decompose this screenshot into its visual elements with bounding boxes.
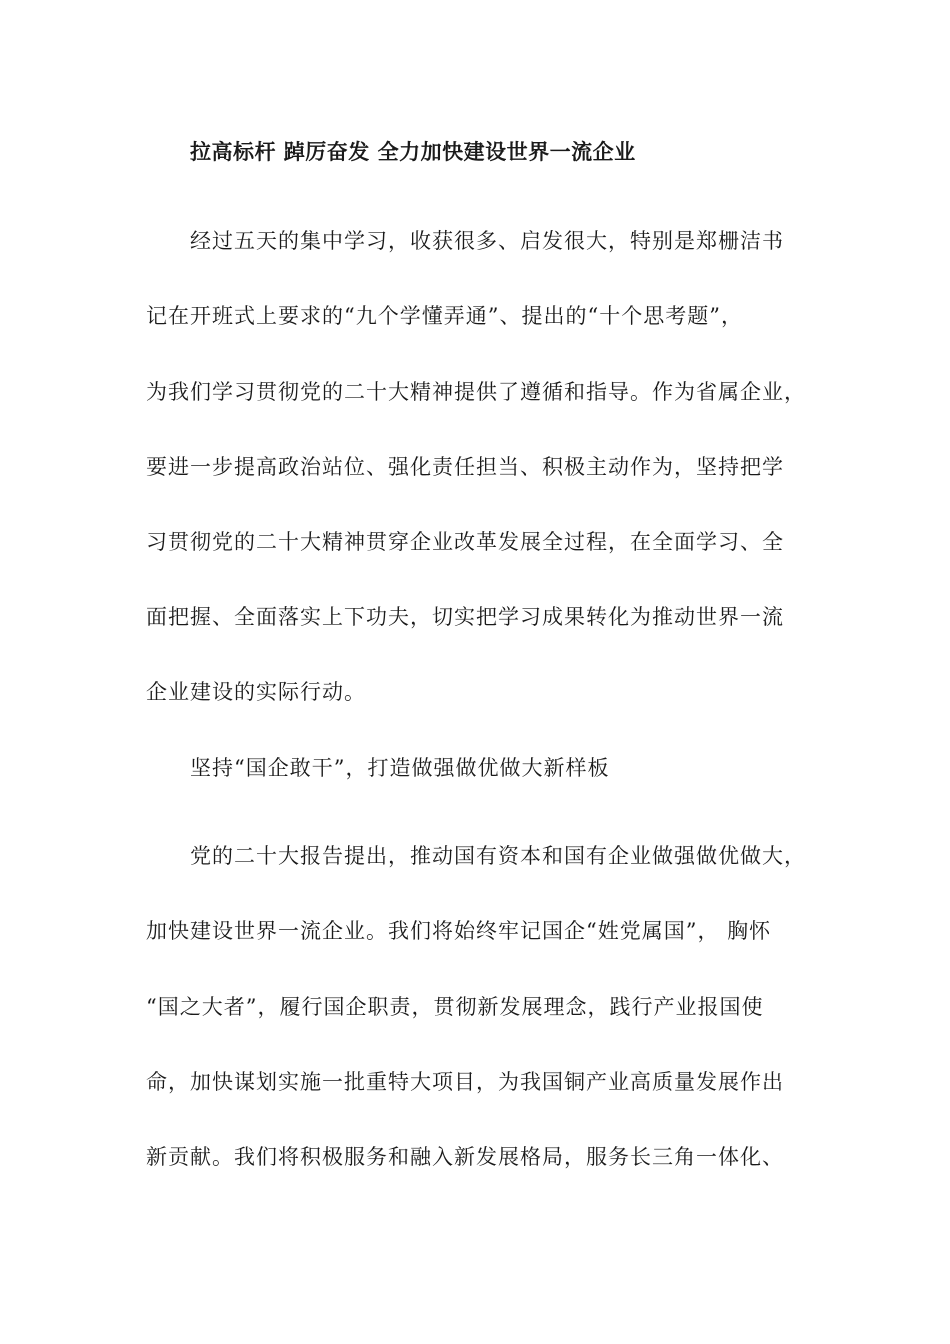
- document-title: 拉高标杆 踔厉奋发 全力加快建设世界一流企业: [190, 139, 636, 164]
- paragraph-line: 记在开班式上要求的“九个学懂弄通”、提出的“十个思考题”，: [146, 304, 743, 328]
- paragraph-line: “国之大者”，履行国企职责，贯彻新发展理念，践行产业报国使: [146, 995, 764, 1019]
- paragraph-line: 经过五天的集中学习，收获很多、启发很大，特别是郑栅洁书: [190, 229, 784, 253]
- paragraph-line: 面把握、全面落实上下功夫，切实把学习成果转化为推动世界一流: [146, 605, 784, 629]
- paragraph-line: 党的二十大报告提出，推动国有资本和国有企业做强做优做大，: [190, 844, 806, 868]
- paragraph-line: 要进一步提高政治站位、强化责任担当、积极主动作为，坚持把学: [146, 455, 784, 479]
- paragraph-line: 命，加快谋划实施一批重特大项目，为我国铜产业高质量发展作出: [146, 1070, 784, 1094]
- paragraph-line: 企业建设的实际行动。: [146, 680, 366, 704]
- section-heading: 坚持“国企敢干”，打造做强做优做大新样板: [190, 756, 610, 780]
- paragraph-line: 新贡献。我们将积极服务和融入新发展格局，服务长三角一体化、: [146, 1145, 784, 1169]
- paragraph-line: 为我们学习贯彻党的二十大精神提供了遵循和指导。作为省属企业，: [146, 380, 806, 404]
- paragraph-line: 习贯彻党的二十大精神贯穿企业改革发展全过程，在全面学习、全: [146, 530, 784, 554]
- paragraph-line: 加快建设世界一流企业。我们将始终牢记国企“姓党属国”， 胸怀: [146, 919, 772, 943]
